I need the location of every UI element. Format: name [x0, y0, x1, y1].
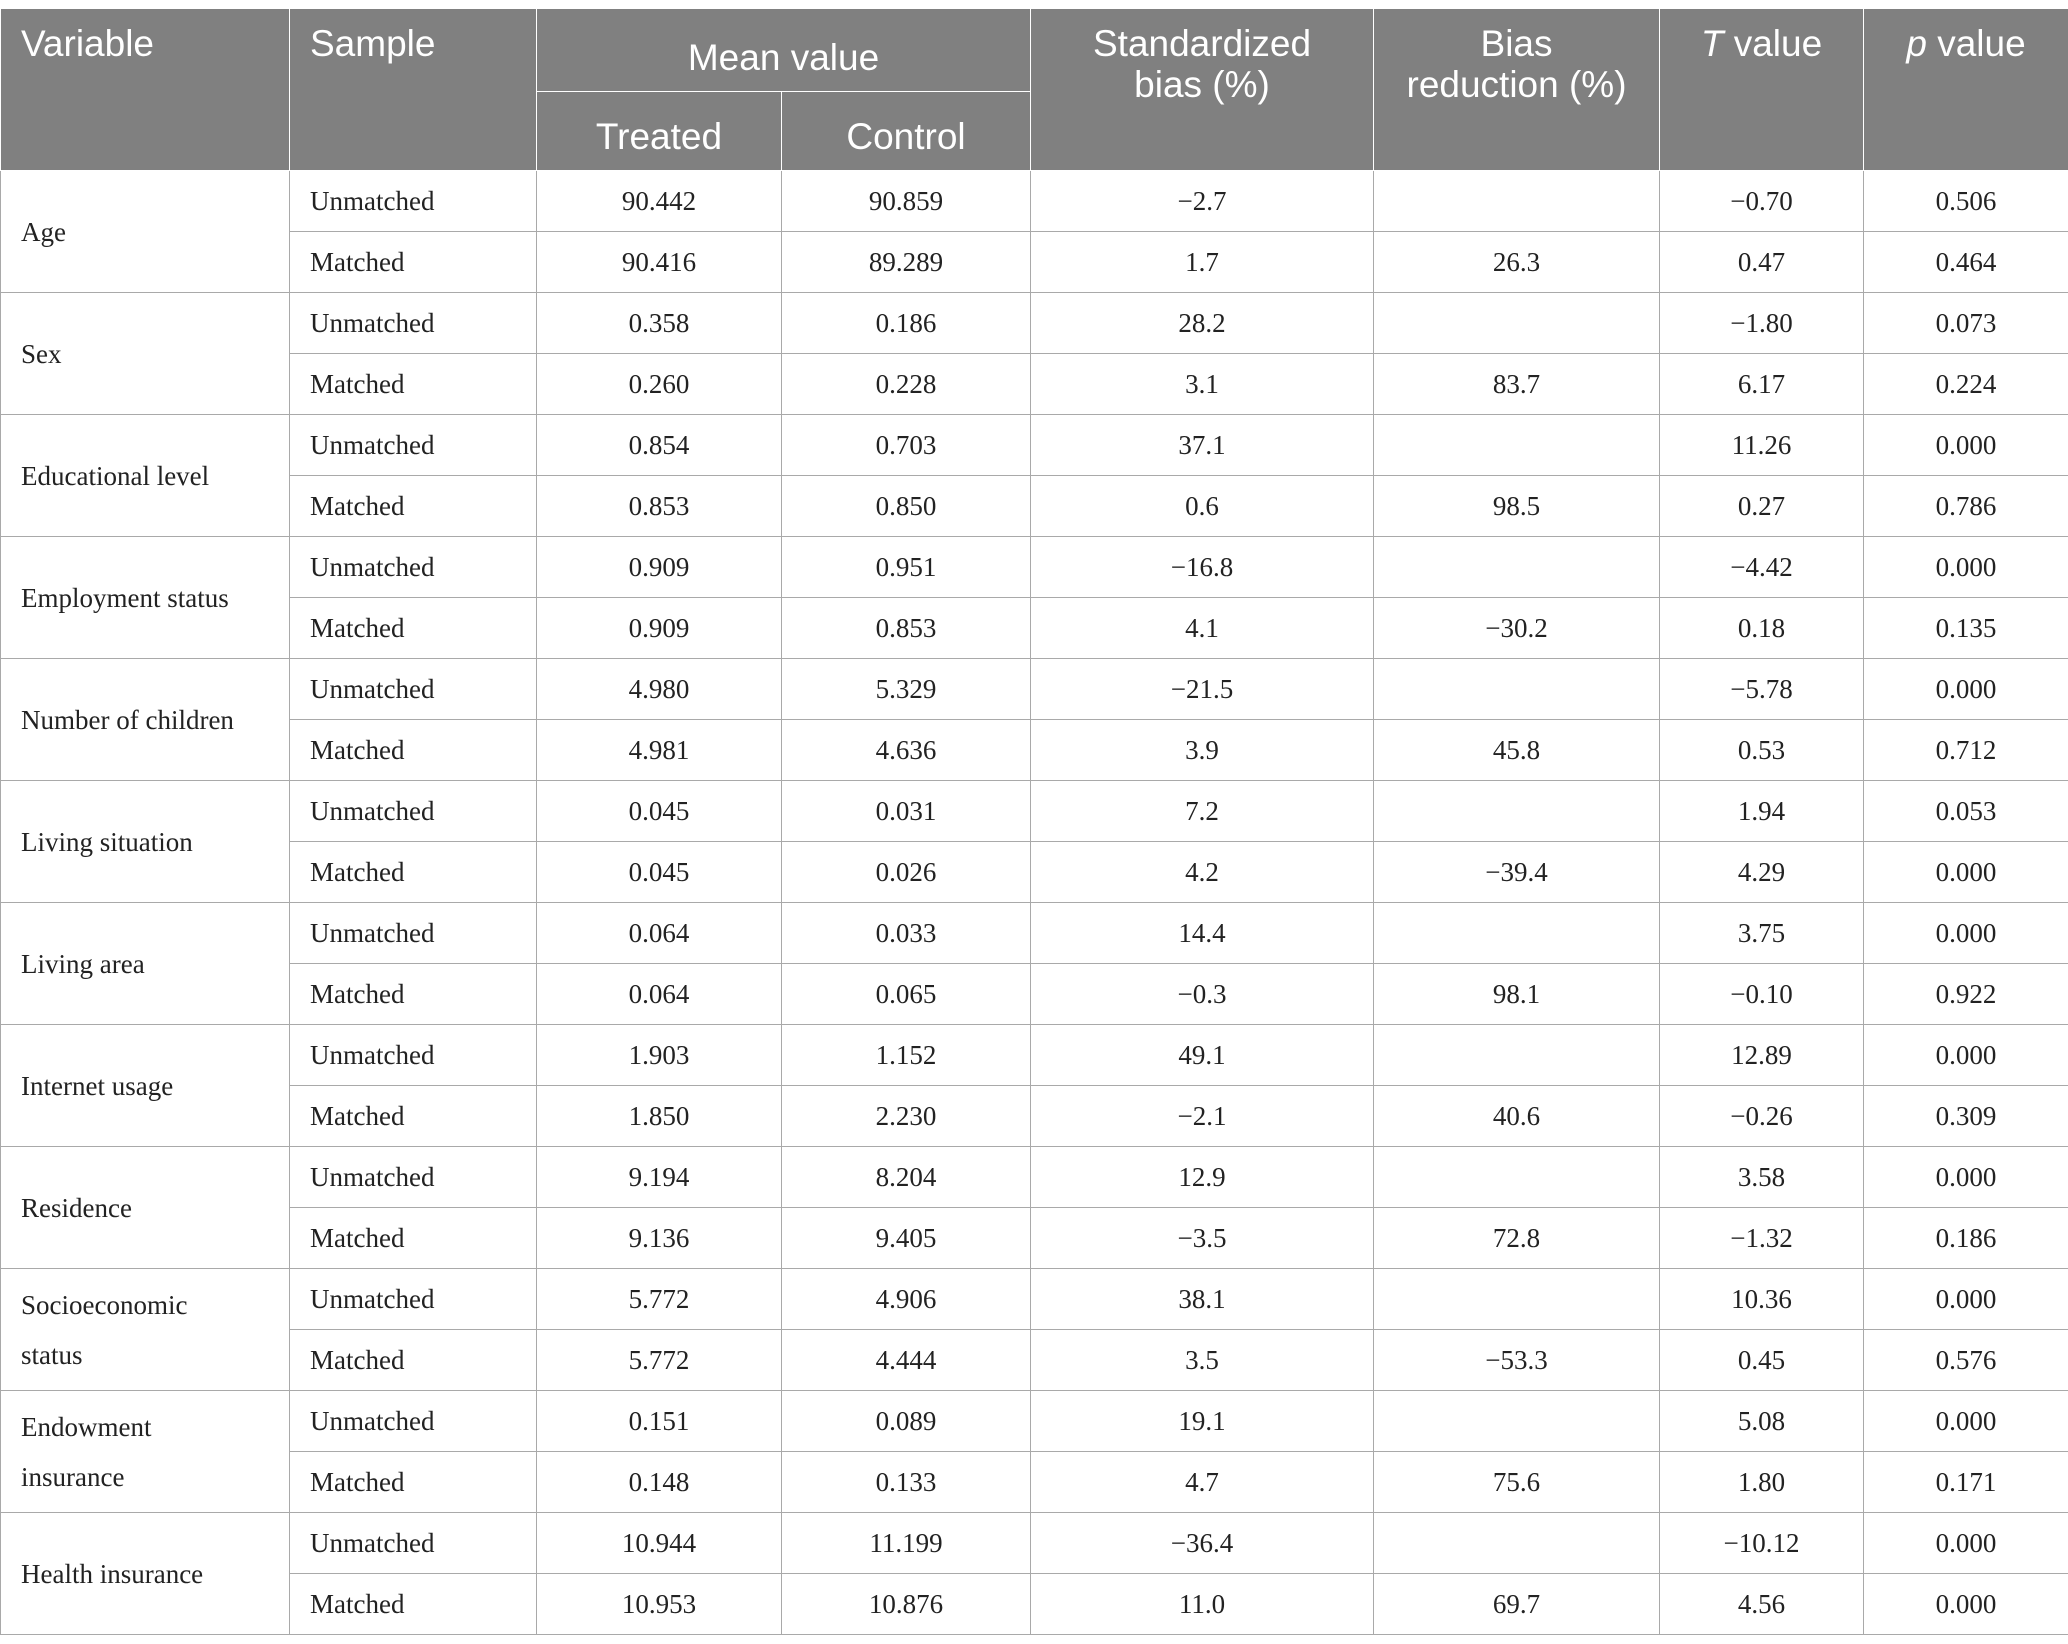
treated-mean-cell: 1.850 [537, 1086, 782, 1147]
variable-label-line: Number of children [21, 704, 234, 735]
standardized-bias-cell: 12.9 [1031, 1147, 1374, 1208]
variable-cell [1, 537, 290, 659]
bias-reduction-cell [1374, 1391, 1660, 1452]
bias-reduction-cell: 69.7 [1374, 1574, 1660, 1635]
bias-reduction-cell [1374, 903, 1660, 964]
p-value-cell: 0.000 [1864, 1269, 2068, 1330]
standardized-bias-cell: 37.1 [1031, 415, 1374, 476]
bias-reduction-cell: −53.3 [1374, 1330, 1660, 1391]
bias-reduction-cell: 98.1 [1374, 964, 1660, 1025]
variable-label-line: insurance [21, 1461, 125, 1492]
table-row [1, 1574, 2068, 1635]
control-mean-cell: 10.876 [782, 1574, 1031, 1635]
sample-cell: Unmatched [290, 415, 537, 476]
p-value-cell: 0.464 [1864, 232, 2068, 293]
control-mean-cell: 2.230 [782, 1086, 1031, 1147]
standardized-bias-cell: 38.1 [1031, 1269, 1374, 1330]
sample-cell: Matched [290, 1208, 537, 1269]
header-control: Control [782, 92, 1031, 171]
variable-label-line: Residence [21, 1192, 132, 1223]
treated-mean-cell: 9.194 [537, 1147, 782, 1208]
table-row [1, 293, 2068, 354]
control-mean-cell: 0.186 [782, 293, 1031, 354]
sample-cell: Matched [290, 354, 537, 415]
control-mean-cell: 4.444 [782, 1330, 1031, 1391]
table-row [1, 659, 2068, 720]
sample-cell: Matched [290, 476, 537, 537]
p-value-cell: 0.073 [1864, 293, 2068, 354]
control-mean-cell: 0.133 [782, 1452, 1031, 1513]
header-variable: Variable [1, 9, 290, 171]
t-value-cell: 1.80 [1660, 1452, 1864, 1513]
treated-mean-cell: 0.260 [537, 354, 782, 415]
treated-mean-cell: 90.416 [537, 232, 782, 293]
table-row [1, 537, 2068, 598]
p-value-cell: 0.224 [1864, 354, 2068, 415]
treated-mean-cell: 10.953 [537, 1574, 782, 1635]
control-mean-cell: 0.026 [782, 842, 1031, 903]
variable-cell [1, 781, 290, 903]
standardized-bias-cell: 11.0 [1031, 1574, 1374, 1635]
header-sample: Sample [290, 9, 537, 171]
control-mean-cell: 89.289 [782, 232, 1031, 293]
header-p-value-symbol: p [1906, 23, 1927, 64]
t-value-cell: −1.32 [1660, 1208, 1864, 1269]
table-row [1, 1086, 2068, 1147]
table-row [1, 598, 2068, 659]
table-row [1, 415, 2068, 476]
bias-reduction-cell [1374, 659, 1660, 720]
control-mean-cell: 0.703 [782, 415, 1031, 476]
standardized-bias-cell: 4.2 [1031, 842, 1374, 903]
sample-cell: Unmatched [290, 1513, 537, 1574]
p-value-cell: 0.000 [1864, 842, 2068, 903]
treated-mean-cell: 0.064 [537, 964, 782, 1025]
bias-reduction-cell [1374, 1025, 1660, 1086]
p-value-cell: 0.576 [1864, 1330, 2068, 1391]
bias-reduction-cell [1374, 415, 1660, 476]
standardized-bias-cell: 14.4 [1031, 903, 1374, 964]
psm-balance-table [0, 8, 2068, 1635]
table-row [1, 476, 2068, 537]
table-row [1, 1391, 2068, 1452]
t-value-cell: 4.56 [1660, 1574, 1864, 1635]
sample-cell: Unmatched [290, 537, 537, 598]
t-value-cell: −1.80 [1660, 293, 1864, 354]
t-value-cell: 0.45 [1660, 1330, 1864, 1391]
standardized-bias-cell: −3.5 [1031, 1208, 1374, 1269]
p-value-cell: 0.309 [1864, 1086, 2068, 1147]
control-mean-cell: 0.033 [782, 903, 1031, 964]
sample-cell: Matched [290, 842, 537, 903]
table-row [1, 1147, 2068, 1208]
treated-mean-cell: 0.854 [537, 415, 782, 476]
p-value-cell: 0.000 [1864, 1513, 2068, 1574]
t-value-cell: 10.36 [1660, 1269, 1864, 1330]
table-row [1, 781, 2068, 842]
control-mean-cell: 0.089 [782, 1391, 1031, 1452]
standardized-bias-cell: 7.2 [1031, 781, 1374, 842]
p-value-cell: 0.000 [1864, 659, 2068, 720]
treated-mean-cell: 9.136 [537, 1208, 782, 1269]
control-mean-cell: 0.850 [782, 476, 1031, 537]
bias-reduction-cell: 72.8 [1374, 1208, 1660, 1269]
variable-label-line: Employment status [21, 582, 229, 613]
header-bias-reduction [1374, 9, 1660, 171]
table-row [1, 720, 2068, 781]
header-t-value [1660, 9, 1864, 171]
t-value-cell: −5.78 [1660, 659, 1864, 720]
header-p-value [1864, 9, 2068, 171]
table-row [1, 1208, 2068, 1269]
bias-reduction-cell: 75.6 [1374, 1452, 1660, 1513]
t-value-cell: −0.26 [1660, 1086, 1864, 1147]
p-value-cell: 0.000 [1864, 537, 2068, 598]
sample-cell: Matched [290, 1086, 537, 1147]
control-mean-cell: 0.065 [782, 964, 1031, 1025]
table-row [1, 1330, 2068, 1391]
variable-label-line: Endowment [21, 1411, 152, 1442]
control-mean-cell: 0.031 [782, 781, 1031, 842]
control-mean-cell: 9.405 [782, 1208, 1031, 1269]
treated-mean-cell: 0.045 [537, 781, 782, 842]
table-row [1, 1269, 2068, 1330]
t-value-cell: 12.89 [1660, 1025, 1864, 1086]
variable-cell [1, 1147, 290, 1269]
treated-mean-cell: 90.442 [537, 171, 782, 232]
psm-balance-table-container [0, 8, 2068, 1635]
table-row [1, 1513, 2068, 1574]
bias-reduction-cell: 26.3 [1374, 232, 1660, 293]
sample-cell: Unmatched [290, 1269, 537, 1330]
treated-mean-cell: 0.853 [537, 476, 782, 537]
header-t-value-symbol: T [1700, 23, 1724, 64]
p-value-cell: 0.000 [1864, 415, 2068, 476]
header-mean-value: Mean value [537, 9, 1031, 92]
variable-cell [1, 415, 290, 537]
table-row [1, 964, 2068, 1025]
table-row [1, 354, 2068, 415]
standardized-bias-cell: 49.1 [1031, 1025, 1374, 1086]
sample-cell: Unmatched [290, 781, 537, 842]
sample-cell: Matched [290, 598, 537, 659]
variable-label-line: Socioeconomic [21, 1289, 188, 1320]
standardized-bias-cell: −16.8 [1031, 537, 1374, 598]
header-bias-reduction-line2: reduction (%) [1406, 64, 1627, 105]
standardized-bias-cell: −2.7 [1031, 171, 1374, 232]
table-row [1, 1452, 2068, 1513]
bias-reduction-cell [1374, 1513, 1660, 1574]
table-body [1, 171, 2068, 1635]
variable-label-line: Living area [21, 948, 145, 979]
sample-cell: Matched [290, 1574, 537, 1635]
bias-reduction-cell [1374, 293, 1660, 354]
treated-mean-cell: 5.772 [537, 1269, 782, 1330]
header-p-value-suffix: value [1926, 23, 2026, 64]
t-value-cell: 6.17 [1660, 354, 1864, 415]
table-row [1, 1025, 2068, 1086]
header-treated: Treated [537, 92, 782, 171]
t-value-cell: −4.42 [1660, 537, 1864, 598]
header-row-1 [1, 9, 2068, 92]
p-value-cell: 0.922 [1864, 964, 2068, 1025]
standardized-bias-cell: 3.1 [1031, 354, 1374, 415]
sample-cell: Unmatched [290, 1025, 537, 1086]
bias-reduction-cell [1374, 1147, 1660, 1208]
t-value-cell: 11.26 [1660, 415, 1864, 476]
control-mean-cell: 5.329 [782, 659, 1031, 720]
variable-label-line: Internet usage [21, 1070, 174, 1101]
treated-mean-cell: 0.151 [537, 1391, 782, 1452]
treated-mean-cell: 4.980 [537, 659, 782, 720]
table-row [1, 232, 2068, 293]
variable-label-line: Sex [21, 338, 62, 369]
header-standardized-bias [1031, 9, 1374, 171]
standardized-bias-cell: −21.5 [1031, 659, 1374, 720]
variable-label-line: Educational level [21, 460, 210, 491]
t-value-cell: 3.58 [1660, 1147, 1864, 1208]
p-value-cell: 0.000 [1864, 1147, 2068, 1208]
t-value-cell: 0.18 [1660, 598, 1864, 659]
standardized-bias-cell: 3.5 [1031, 1330, 1374, 1391]
p-value-cell: 0.000 [1864, 903, 2068, 964]
treated-mean-cell: 0.358 [537, 293, 782, 354]
p-value-cell: 0.000 [1864, 1574, 2068, 1635]
variable-cell [1, 1513, 290, 1635]
standardized-bias-cell: −36.4 [1031, 1513, 1374, 1574]
t-value-cell: 5.08 [1660, 1391, 1864, 1452]
bias-reduction-cell: −30.2 [1374, 598, 1660, 659]
control-mean-cell: 0.228 [782, 354, 1031, 415]
standardized-bias-cell: 4.7 [1031, 1452, 1374, 1513]
variable-label-line: status [21, 1339, 83, 1370]
t-value-cell: 4.29 [1660, 842, 1864, 903]
sample-cell: Unmatched [290, 1391, 537, 1452]
treated-mean-cell: 0.064 [537, 903, 782, 964]
t-value-cell: −10.12 [1660, 1513, 1864, 1574]
t-value-cell: 0.47 [1660, 232, 1864, 293]
sample-cell: Unmatched [290, 903, 537, 964]
variable-cell [1, 171, 290, 293]
control-mean-cell: 11.199 [782, 1513, 1031, 1574]
treated-mean-cell: 0.909 [537, 537, 782, 598]
variable-label-line: Living situation [21, 826, 193, 857]
p-value-cell: 0.506 [1864, 171, 2068, 232]
sample-cell: Matched [290, 232, 537, 293]
variable-cell [1, 1391, 290, 1513]
header-standardized-bias-line1: Standardized [1092, 23, 1312, 64]
standardized-bias-cell: 0.6 [1031, 476, 1374, 537]
bias-reduction-cell [1374, 781, 1660, 842]
header-t-value-suffix: value [1723, 23, 1823, 64]
p-value-cell: 0.135 [1864, 598, 2068, 659]
standardized-bias-cell: 28.2 [1031, 293, 1374, 354]
t-value-cell: 1.94 [1660, 781, 1864, 842]
sample-cell: Unmatched [290, 171, 537, 232]
control-mean-cell: 8.204 [782, 1147, 1031, 1208]
t-value-cell: 3.75 [1660, 903, 1864, 964]
treated-mean-cell: 10.944 [537, 1513, 782, 1574]
control-mean-cell: 1.152 [782, 1025, 1031, 1086]
treated-mean-cell: 0.909 [537, 598, 782, 659]
t-value-cell: −0.70 [1660, 171, 1864, 232]
control-mean-cell: 4.906 [782, 1269, 1031, 1330]
bias-reduction-cell: 98.5 [1374, 476, 1660, 537]
control-mean-cell: 90.859 [782, 171, 1031, 232]
variable-cell [1, 293, 290, 415]
treated-mean-cell: 1.903 [537, 1025, 782, 1086]
header-standardized-bias-line2: bias (%) [1134, 64, 1270, 105]
standardized-bias-cell: 3.9 [1031, 720, 1374, 781]
bias-reduction-cell: 45.8 [1374, 720, 1660, 781]
bias-reduction-cell: 40.6 [1374, 1086, 1660, 1147]
p-value-cell: 0.712 [1864, 720, 2068, 781]
bias-reduction-cell: 83.7 [1374, 354, 1660, 415]
treated-mean-cell: 5.772 [537, 1330, 782, 1391]
table-header [1, 9, 2068, 171]
header-bias-reduction-line1: Bias [1480, 23, 1553, 64]
control-mean-cell: 0.951 [782, 537, 1031, 598]
p-value-cell: 0.000 [1864, 1025, 2068, 1086]
variable-cell [1, 1269, 290, 1391]
treated-mean-cell: 0.045 [537, 842, 782, 903]
t-value-cell: 0.27 [1660, 476, 1864, 537]
bias-reduction-cell [1374, 171, 1660, 232]
standardized-bias-cell: 19.1 [1031, 1391, 1374, 1452]
variable-cell [1, 659, 290, 781]
table-row [1, 903, 2068, 964]
p-value-cell: 0.786 [1864, 476, 2068, 537]
table-row [1, 842, 2068, 903]
variable-cell [1, 1025, 290, 1147]
standardized-bias-cell: −2.1 [1031, 1086, 1374, 1147]
variable-cell [1, 903, 290, 1025]
sample-cell: Unmatched [290, 1147, 537, 1208]
standardized-bias-cell: 1.7 [1031, 232, 1374, 293]
bias-reduction-cell [1374, 537, 1660, 598]
control-mean-cell: 0.853 [782, 598, 1031, 659]
table-row [1, 171, 2068, 232]
treated-mean-cell: 0.148 [537, 1452, 782, 1513]
sample-cell: Matched [290, 720, 537, 781]
t-value-cell: −0.10 [1660, 964, 1864, 1025]
standardized-bias-cell: −0.3 [1031, 964, 1374, 1025]
variable-label-line: Age [21, 216, 66, 247]
p-value-cell: 0.186 [1864, 1208, 2068, 1269]
t-value-cell: 0.53 [1660, 720, 1864, 781]
bias-reduction-cell [1374, 1269, 1660, 1330]
standardized-bias-cell: 4.1 [1031, 598, 1374, 659]
p-value-cell: 0.000 [1864, 1391, 2068, 1452]
p-value-cell: 0.171 [1864, 1452, 2068, 1513]
control-mean-cell: 4.636 [782, 720, 1031, 781]
sample-cell: Matched [290, 1330, 537, 1391]
p-value-cell: 0.053 [1864, 781, 2068, 842]
variable-label-line: Health insurance [21, 1558, 204, 1589]
sample-cell: Unmatched [290, 293, 537, 354]
sample-cell: Matched [290, 964, 537, 1025]
bias-reduction-cell: −39.4 [1374, 842, 1660, 903]
sample-cell: Matched [290, 1452, 537, 1513]
treated-mean-cell: 4.981 [537, 720, 782, 781]
sample-cell: Unmatched [290, 659, 537, 720]
